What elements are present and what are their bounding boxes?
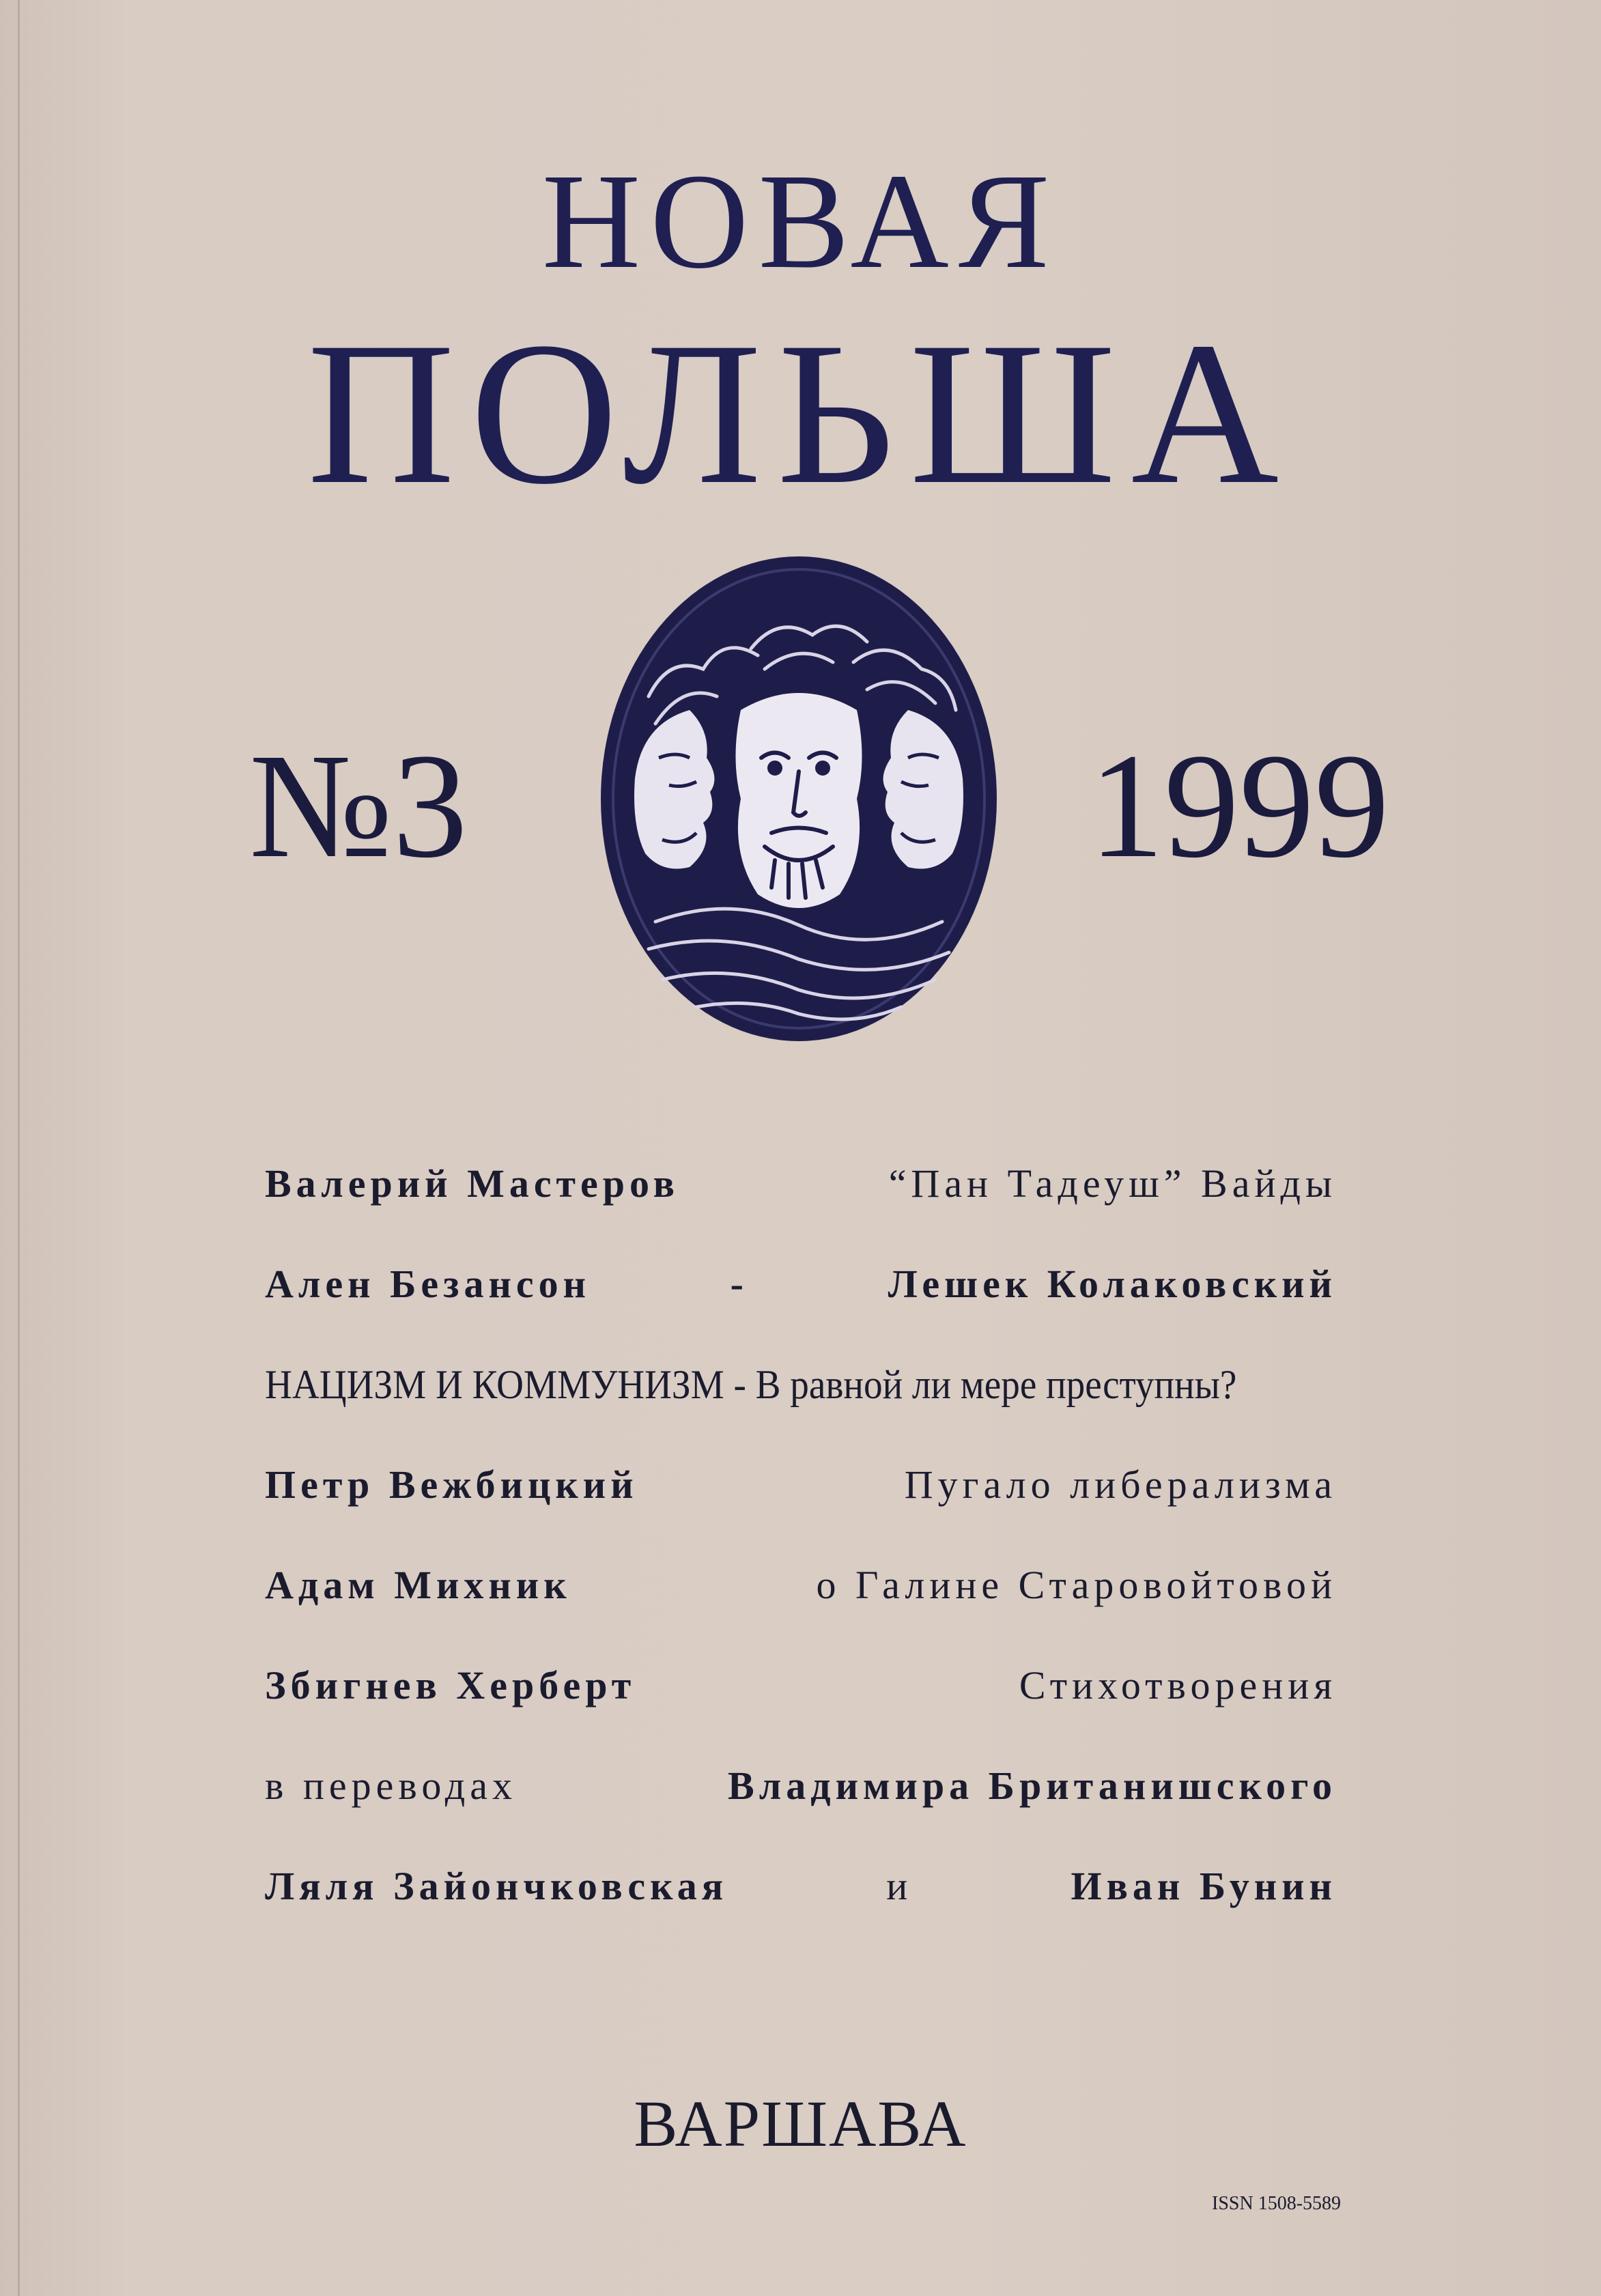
article-title: “Пан Тадеуш” Вайды (888, 1161, 1337, 1206)
author-name: Валерий Мастеров (265, 1161, 679, 1206)
issn-code: ISSN 1508-5589 (1212, 2193, 1342, 2214)
article-title: НАЦИЗМ И КОММУНИЗМ - В равной ли мере преступны? (265, 1362, 1237, 1407)
publication-city: ВАРШАВА (634, 2087, 967, 2160)
author-name: Иван Бунин (1071, 1864, 1337, 1908)
contents-line (265, 1261, 1337, 1361)
article-title: Пугало либерализма (904, 1462, 1337, 1507)
translator-name: Владимира Британишского (728, 1763, 1337, 1808)
contents-line (265, 1763, 1337, 1863)
author-name: Ляля Зайончковская (265, 1864, 728, 1908)
conjunction: и (886, 1864, 913, 1908)
author-name: Петр Вежбицкий (265, 1462, 638, 1507)
title-main: ПОЛЬША (307, 300, 1294, 526)
contents-line (265, 1462, 1337, 1562)
contents-line (265, 1662, 1337, 1763)
author-name: Збигнев Херберт (265, 1663, 636, 1707)
separator: - (730, 1262, 748, 1306)
contents-line (265, 1863, 1337, 1964)
article-title: о Галине Старовойтовой (816, 1563, 1337, 1607)
table-of-contents (265, 1161, 1337, 1964)
author-name: Ален Безансон (265, 1262, 591, 1306)
title-top: НОВАЯ (541, 146, 1060, 297)
author-name: Адам Михник (265, 1563, 571, 1607)
contents-line (265, 1361, 1337, 1462)
article-title: Стихотворения (1019, 1663, 1337, 1707)
issue-number: №3 (249, 722, 468, 889)
issue-year: 1999 (1089, 722, 1389, 889)
translation-prefix: в переводах (265, 1763, 517, 1808)
three-faces-medallion-icon (594, 553, 1004, 1045)
contents-line (265, 1161, 1337, 1261)
author-name: Лешек Колаковский (888, 1262, 1337, 1306)
contents-line (265, 1562, 1337, 1662)
